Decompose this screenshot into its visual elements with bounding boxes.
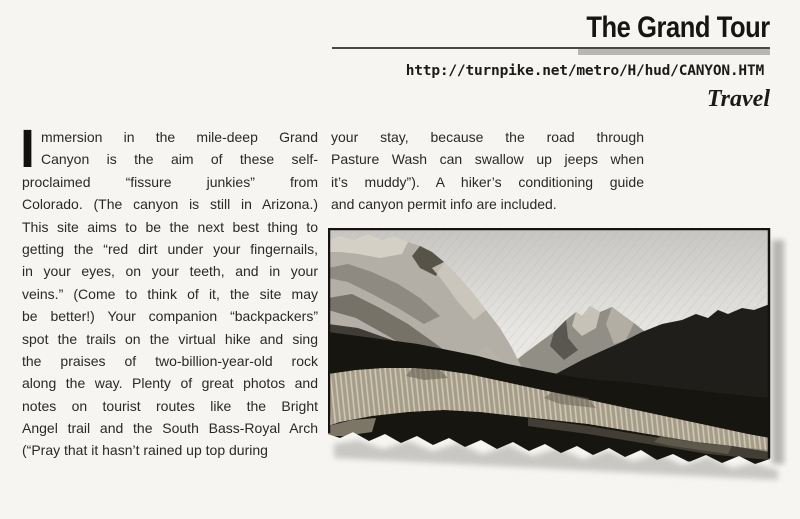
- text-line: notes on tourist routes like the Bright: [22, 397, 318, 414]
- text-line: veins.” (Come to think of it, the site may: [22, 285, 318, 302]
- text-line: Canyon is the aim of these self-: [41, 151, 318, 168]
- category-label: Travel: [706, 86, 770, 112]
- text-line: Pasture Wash can swallow up jeeps when: [331, 151, 644, 168]
- text-line: be better!) Your companion “backpackers”: [22, 308, 318, 325]
- text-line: spot the trails on the virtual hike and sing: [22, 330, 318, 347]
- text-line: (“Pray that it hasn’t rained up top during: [22, 442, 268, 459]
- text-line: in your eyes, on your teeth, and in your: [22, 263, 318, 280]
- text-line: your stay, because the road through: [331, 129, 644, 145]
- left-column: [20, 119, 318, 462]
- text-line: proclaimed “fissure junkies” from: [22, 173, 318, 190]
- photo-right-shadow: [772, 240, 784, 464]
- text-line: mmersion in the mile-deep Grand: [41, 129, 318, 145]
- site-url: http://turnpike.net/metro/H/hud/CANYON.HTM: [405, 63, 764, 79]
- text-line: it’s muddy”). A hiker’s conditioning guide: [331, 173, 644, 190]
- left-column-text: [20, 119, 318, 462]
- text-line: This site aims to be the next best thing to: [22, 218, 318, 235]
- right-column-text: [331, 126, 644, 216]
- canyon-photo: [328, 228, 790, 486]
- canyon-photo-illustration: [328, 228, 790, 486]
- text-line: Angel trail and the South Bass-Royal Arch: [22, 420, 318, 437]
- text-line: getting the “red dirt under your fingernails,: [22, 240, 318, 257]
- text-line: and canyon permit info are included.: [331, 196, 557, 213]
- text-line: the praises of two-billion-year-old rock: [22, 352, 318, 369]
- title-rule-line: [332, 47, 770, 49]
- text-line: Colorado. (The canyon is still in Arizona.): [22, 196, 318, 213]
- text-line: along the way. Plenty of great photos and: [22, 375, 318, 392]
- right-column: [331, 126, 644, 216]
- article-title: The Grand Tour: [586, 11, 770, 44]
- drop-cap: I: [20, 119, 36, 179]
